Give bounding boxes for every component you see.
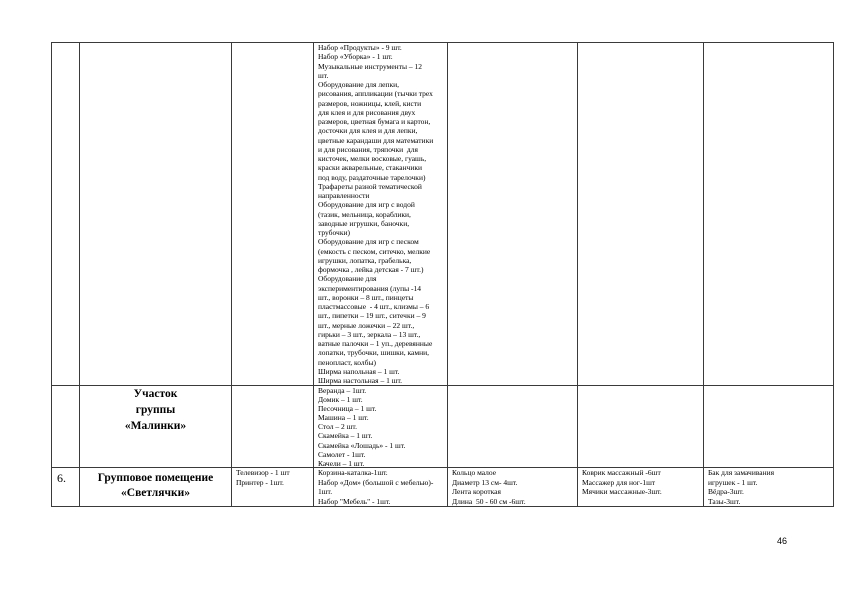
- cell-line: Домик – 1 шт.: [318, 395, 363, 405]
- cell-line: кисточек, мелки восковые, гуашь,: [318, 154, 427, 163]
- cell-line: «Светлячки»: [121, 487, 190, 499]
- cell-line: Оборудование для игр с водой: [318, 200, 415, 210]
- cell-line: Кольцо малое: [452, 468, 497, 477]
- equipment-list-cell: [448, 468, 578, 507]
- cell-line: размеров, цветная бумага и картон,: [318, 117, 431, 126]
- cell-line: лопатки, трубочки, шишки, камни,: [318, 348, 430, 358]
- cell-line: досточки для клея и для лепки,: [318, 126, 418, 136]
- cell-line: Качели – 1 шт.: [318, 458, 365, 468]
- cell-line: пластмассовые - 4 шт., клизмы – 6: [318, 302, 430, 311]
- cell-line: Набор «Уборка» - 1 шт.: [318, 52, 393, 62]
- room-name-cell: [80, 468, 232, 507]
- number-cell: [52, 386, 80, 468]
- equipment-list-cell: [578, 468, 704, 507]
- cell-line: рисования, аппликации (тычки трех: [318, 89, 433, 99]
- cell-line: Корзина-каталка-1шт.: [318, 468, 388, 477]
- page-number: 46: [776, 536, 787, 546]
- cell-line: цветные карандаши для математики: [318, 135, 434, 145]
- cell-line: Вёдра-3шт.: [708, 487, 744, 496]
- cell-line: Ширма настольная – 1 шт.: [318, 376, 403, 385]
- cell-line: Набор «Продукты» - 9 шт.: [318, 43, 402, 52]
- cell-line: «Малинки»: [124, 420, 187, 432]
- cell-line: Скамейка – 1 шт.: [318, 431, 373, 441]
- cell-line: Трафареты разной тематической: [318, 181, 422, 191]
- equipment-list-cell: [232, 468, 314, 507]
- cell-line: трубочки): [318, 228, 350, 237]
- cell-line: формочка , лейка детская - 7 шт.): [318, 265, 424, 274]
- cell-line: группы: [135, 404, 176, 416]
- cell-line: Оборудование для игр с песком: [318, 237, 419, 247]
- equipment-list-cell: [448, 386, 578, 468]
- cell-line: Диаметр 13 см- 4шт.: [452, 477, 518, 487]
- cell-line: экспериментирования (лупы -14: [318, 283, 422, 293]
- cell-line: и для рисования, тряпочки для: [318, 144, 418, 154]
- equipment-list-cell: [314, 43, 448, 386]
- cell-line: направленности: [318, 191, 370, 200]
- equipment-list-cell: [704, 386, 834, 468]
- cell-line: игрушки, лопатка, грабелька,: [318, 255, 412, 265]
- cell-line: шт.: [318, 70, 329, 80]
- cell-line: Принтер - 1шт.: [236, 477, 284, 487]
- cell-line: пенопласт, колбы): [318, 357, 376, 367]
- cell-line: (тазик, мельница, кораблики,: [318, 209, 411, 219]
- cell-line: Самолет - 1шт.: [318, 449, 366, 459]
- equipment-list-cell: [704, 43, 834, 386]
- cell-line: Мячики массажные-3шт.: [582, 487, 662, 496]
- cell-line: Стол – 2 шт.: [318, 422, 357, 432]
- equipment-list-cell: [314, 386, 448, 468]
- cell-line: Групповое помещение: [97, 472, 214, 484]
- room-name-cell: [80, 386, 232, 468]
- cell-line: Оборудование для лепки,: [318, 80, 399, 89]
- number-cell: [52, 468, 80, 507]
- equipment-list-cell: [704, 468, 834, 507]
- cell-line: Скамейка «Лошадь» - 1 шт.: [318, 440, 406, 450]
- cell-line: размеров, ножницы, клей, кисти: [318, 98, 422, 108]
- equipment-list-cell: [232, 43, 314, 386]
- cell-line: Ширма напольная – 1 шт.: [318, 366, 400, 376]
- equipment-list-cell: [314, 468, 448, 507]
- cell-line: Участок: [133, 388, 178, 400]
- cell-line: 1шт.: [318, 487, 333, 496]
- cell-line: шт., мерные ложечки – 22 шт.,: [318, 320, 415, 330]
- cell-line: Набор "Мебель" - 1шт.: [318, 496, 391, 506]
- cell-line: Телевизор - 1 шт: [236, 468, 290, 477]
- cell-line: (емкость с песком, ситечко, мелкие: [318, 246, 431, 256]
- cell-line: Веранда – 1шт.: [318, 386, 367, 395]
- cell-line: 6.: [57, 471, 66, 485]
- cell-line: шт., воронки – 8 шт., пинцеты: [318, 292, 414, 302]
- equipment-list-cell: [448, 43, 578, 386]
- cell-line: гирьки – 3 шт., зеркала – 13 шт.,: [318, 329, 421, 339]
- cell-line: Длина 50 - 60 см -6шт.: [452, 496, 526, 506]
- cell-line: Лента короткая: [452, 487, 501, 496]
- cell-line: краски акварельные, стаканчики: [318, 163, 423, 173]
- cell-line: Тазы-3шт.: [708, 496, 741, 506]
- cell-line: Набор «Дом» (большой с мебелью)-: [318, 477, 434, 487]
- cell-line: Песочница – 1 шт.: [318, 404, 377, 414]
- equipment-list-cell: [578, 43, 704, 386]
- cell-line: Коврик массажный -6шт: [582, 468, 661, 477]
- cell-line: игрушек - 1 шт.: [708, 477, 758, 487]
- cell-line: заводные игрушки, баночки,: [318, 218, 410, 228]
- cell-line: Массажер для ног-1шт: [582, 477, 656, 487]
- cell-line: Машина – 1 шт.: [318, 413, 369, 423]
- room-name-cell: [80, 43, 232, 386]
- cell-line: для клея и для рисования двух: [318, 107, 416, 117]
- cell-line: Оборудование для: [318, 274, 377, 284]
- cell-line: под воду, раздаточные тарелочки): [318, 172, 426, 182]
- cell-line: ватные палочки – 1 уп., деревянные: [318, 339, 433, 348]
- equipment-table: [51, 42, 834, 507]
- equipment-list-cell: [232, 386, 314, 468]
- number-cell: [52, 43, 80, 386]
- cell-line: Бак для замачивания: [708, 468, 775, 477]
- cell-line: Музыкальные инструменты – 12: [318, 61, 423, 71]
- equipment-list-cell: [578, 386, 704, 468]
- cell-line: шт., пипетки – 19 шт., ситечки – 9: [318, 311, 426, 321]
